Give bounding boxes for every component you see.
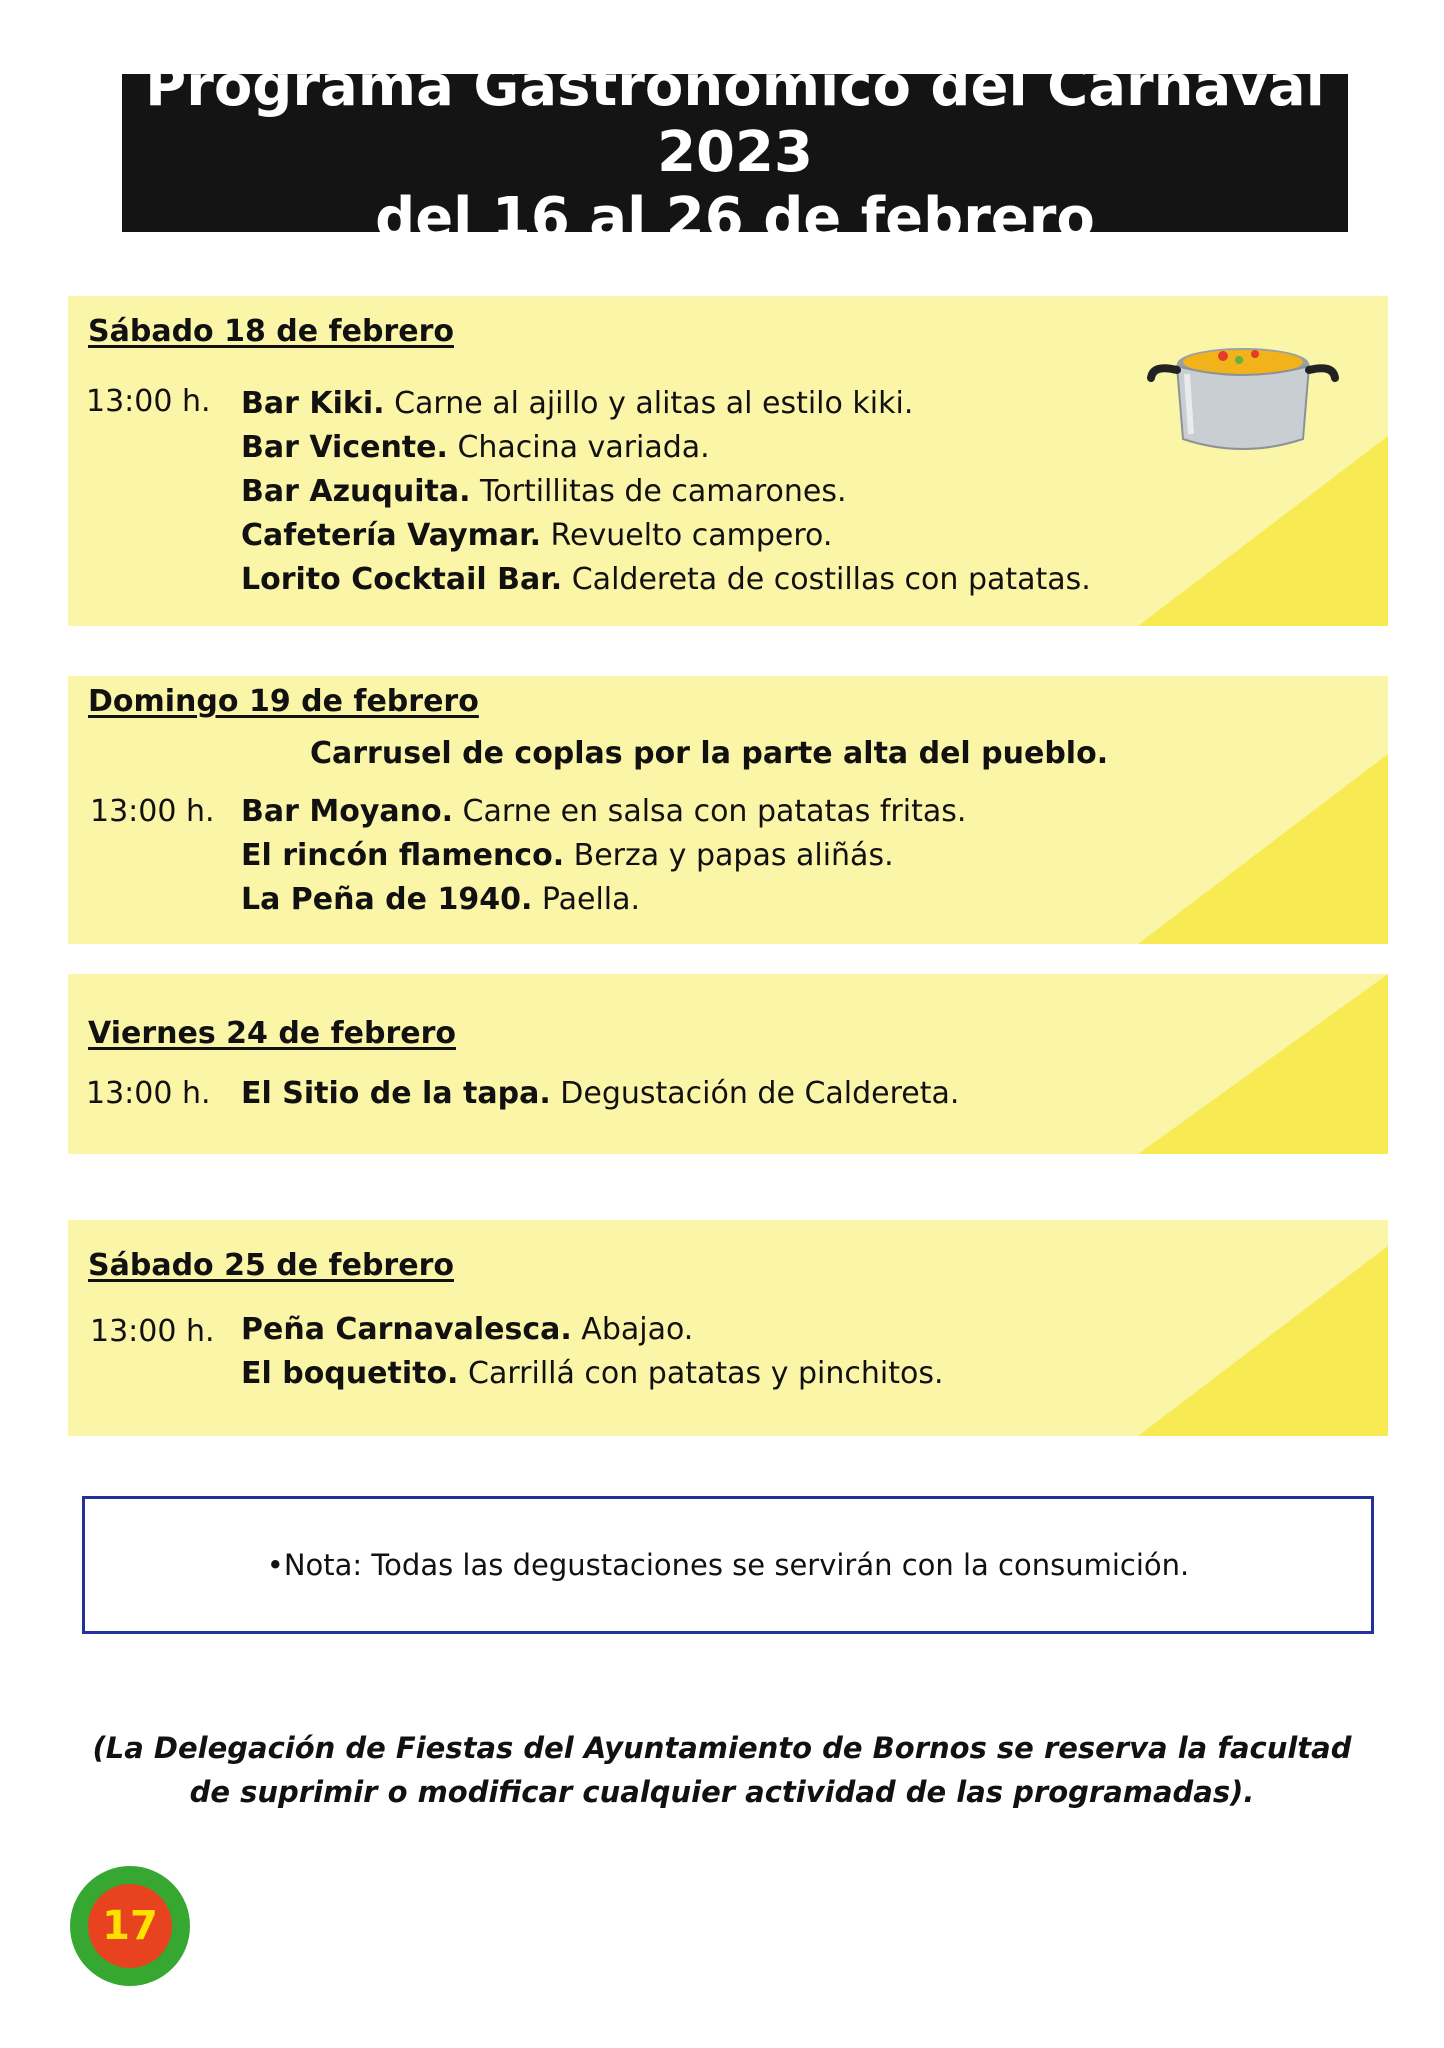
day-section-sabado-18 bbox=[68, 296, 1388, 626]
disclaimer-line-2: de suprimir o modificar cualquier actividad de las programadas). bbox=[189, 1775, 1255, 1809]
dish-name: Carne en salsa con patatas fritas. bbox=[462, 794, 967, 829]
day-section-viernes-24 bbox=[68, 974, 1388, 1154]
disclaimer bbox=[0, 1726, 1444, 1814]
list-item bbox=[241, 1076, 959, 1111]
note-text: •Nota: Todas las degustaciones se servirán con la consumición. bbox=[266, 1548, 1190, 1582]
panel-corner-triangle bbox=[1138, 974, 1388, 1154]
list-item bbox=[241, 474, 847, 509]
event-time: 13:00 h. bbox=[86, 384, 211, 419]
page-number-badge bbox=[70, 1866, 190, 1986]
title-line-2: del 16 al 26 de febrero bbox=[375, 186, 1095, 251]
venue-name: Bar Kiki. bbox=[241, 386, 385, 421]
event-time: 13:00 h. bbox=[90, 1314, 215, 1349]
panel-corner-triangle bbox=[1138, 754, 1388, 944]
day-heading: Viernes 24 de febrero bbox=[88, 1016, 456, 1051]
dish-name: Revuelto campero. bbox=[550, 518, 833, 553]
dish-name: Abajao. bbox=[581, 1312, 694, 1347]
dish-name: Chacina variada. bbox=[457, 430, 710, 465]
list-item bbox=[241, 518, 832, 553]
day-section-sabado-25 bbox=[68, 1220, 1388, 1436]
list-item bbox=[241, 386, 913, 421]
dish-name: Degustación de Caldereta. bbox=[560, 1076, 960, 1111]
dish-name: Carne al ajillo y alitas al estilo kiki. bbox=[394, 386, 914, 421]
venue-name: Lorito Cocktail Bar. bbox=[241, 562, 563, 597]
dish-name: Berza y papas aliñás. bbox=[573, 838, 894, 873]
venue-name: Peña Carnavalesca. bbox=[241, 1312, 572, 1347]
note-box bbox=[82, 1496, 1374, 1634]
page-number: 17 bbox=[88, 1884, 172, 1968]
event-subtitle: Carrusel de coplas por la parte alta del pueblo. bbox=[310, 736, 1109, 771]
cooking-pot-icon bbox=[1143, 334, 1343, 459]
dish-name: Caldereta de costillas con patatas. bbox=[571, 562, 1091, 597]
list-item bbox=[241, 838, 894, 873]
venue-name: Bar Vicente. bbox=[241, 430, 448, 465]
day-section-domingo-19 bbox=[68, 676, 1388, 944]
dish-name: Tortillitas de camarones. bbox=[480, 474, 847, 509]
day-heading: Sábado 25 de febrero bbox=[88, 1248, 454, 1283]
venue-name: La Peña de 1940. bbox=[241, 882, 533, 917]
page-title bbox=[122, 54, 1348, 251]
event-time: 13:00 h. bbox=[90, 794, 215, 829]
panel-corner-triangle bbox=[1138, 436, 1388, 626]
venue-name: El Sitio de la tapa. bbox=[241, 1076, 551, 1111]
event-time: 13:00 h. bbox=[86, 1076, 211, 1111]
venue-name: Cafetería Vaymar. bbox=[241, 518, 541, 553]
day-heading: Sábado 18 de febrero bbox=[88, 314, 454, 349]
panel-corner-triangle bbox=[1138, 1246, 1388, 1436]
venue-name: El boquetito. bbox=[241, 1356, 459, 1391]
venue-name: El rincón flamenco. bbox=[241, 838, 565, 873]
dish-name: Paella. bbox=[541, 882, 641, 917]
dish-name: Carrillá con patatas y pinchitos. bbox=[468, 1356, 944, 1391]
list-item bbox=[241, 1356, 944, 1391]
disclaimer-line-1: (La Delegación de Fiestas del Ayuntamiento de Bornos se reserva la facultad bbox=[92, 1731, 1352, 1765]
list-item bbox=[241, 562, 1091, 597]
list-item bbox=[241, 430, 710, 465]
list-item bbox=[241, 794, 966, 829]
venue-name: Bar Moyano. bbox=[241, 794, 453, 829]
venue-name: Bar Azuquita. bbox=[241, 474, 471, 509]
day-heading: Domingo 19 de febrero bbox=[88, 684, 479, 719]
list-item bbox=[241, 882, 640, 917]
list-item bbox=[241, 1312, 693, 1347]
title-line-1: Programa Gastronómico del Carnaval 2023 bbox=[145, 54, 1325, 185]
